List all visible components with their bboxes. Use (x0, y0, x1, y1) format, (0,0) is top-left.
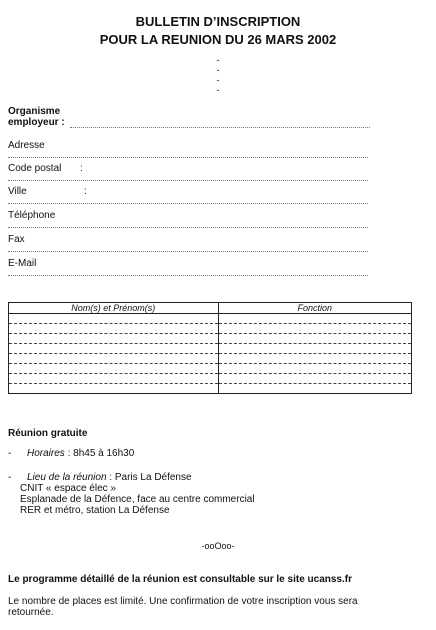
nom-cell[interactable] (9, 354, 219, 364)
lieu-value: : Paris La Défense (106, 472, 192, 483)
nom-cell[interactable] (9, 374, 219, 384)
fax-label: Fax (8, 234, 25, 245)
table-row (9, 354, 412, 364)
adresse-label: Adresse (8, 140, 45, 151)
table-row (9, 344, 412, 354)
adresse-field[interactable] (8, 157, 368, 158)
horaires-bullet: - (8, 448, 12, 459)
fonction-cell[interactable] (218, 344, 411, 354)
fonction-cell[interactable] (218, 324, 411, 334)
nom-cell[interactable] (9, 384, 219, 394)
lieu-line-2: CNIT « espace élec » (20, 483, 116, 494)
nom-cell[interactable] (9, 314, 219, 324)
column-header-nom: Nom(s) et Prénom(s) (9, 303, 219, 314)
lieu-line (27, 472, 192, 483)
ville-label: Ville (8, 186, 27, 197)
code-postal-label: Code postal (8, 163, 62, 174)
horaires-label: Horaires (27, 448, 65, 459)
ville-field[interactable] (8, 203, 368, 204)
dash-2: - (216, 65, 220, 75)
fonction-cell[interactable] (218, 354, 411, 364)
table-row (9, 324, 412, 334)
lieu-bullet: - (8, 472, 12, 483)
reunion-gratuite-heading: Réunion gratuite (8, 428, 88, 439)
organisme-field[interactable] (70, 127, 370, 128)
code-postal-field[interactable] (8, 180, 368, 181)
dash-4: - (216, 85, 220, 95)
code-postal-colon: : (80, 163, 83, 174)
table-row (9, 384, 412, 394)
document-title-line1: BULLETIN D’INSCRIPTION (135, 14, 301, 29)
nom-cell[interactable] (9, 324, 219, 334)
fonction-cell[interactable] (218, 314, 411, 324)
dash-3: - (216, 75, 220, 85)
separator: -ooOoo- (201, 541, 235, 551)
table-row (9, 364, 412, 374)
dash-1: - (216, 55, 220, 65)
table-row (9, 314, 412, 324)
table-row (9, 374, 412, 384)
nom-cell[interactable] (9, 334, 219, 344)
nom-cell[interactable] (9, 364, 219, 374)
email-label: E-Mail (8, 258, 37, 269)
nom-cell[interactable] (9, 344, 219, 354)
organisme-label-line2: employeur : (8, 117, 65, 128)
document-title-line2: POUR LA REUNION DU 26 MARS 2002 (99, 32, 337, 47)
participants-table-body (9, 314, 412, 394)
lieu-label: Lieu de la réunion (27, 472, 107, 483)
places-note-line2: retournée. (8, 607, 54, 618)
lieu-line-3: Esplanade de la Défence, face au centre commercial (20, 494, 255, 505)
telephone-field[interactable] (8, 227, 368, 228)
ville-colon: : (84, 186, 87, 197)
column-header-fonction: Fonction (218, 303, 411, 314)
fax-field[interactable] (8, 251, 368, 252)
table-row (9, 334, 412, 344)
horaires-line (27, 448, 134, 459)
fonction-cell[interactable] (218, 374, 411, 384)
telephone-label: Téléphone (8, 210, 56, 221)
organisme-label-line1: Organisme (8, 106, 61, 117)
places-note-line1: Le nombre de places est limité. Une confirmation de votre inscription vous sera (8, 596, 358, 607)
fonction-cell[interactable] (218, 334, 411, 344)
programme-note: Le programme détaillé de la réunion est consultable sur le site ucanss.fr (8, 574, 352, 585)
participants-table (8, 302, 412, 394)
fonction-cell[interactable] (218, 364, 411, 374)
lieu-line-4: RER et métro, station La Défense (20, 505, 170, 516)
email-field[interactable] (8, 275, 368, 276)
fonction-cell[interactable] (218, 384, 411, 394)
horaires-value: : 8h45 à 16h30 (64, 448, 135, 459)
